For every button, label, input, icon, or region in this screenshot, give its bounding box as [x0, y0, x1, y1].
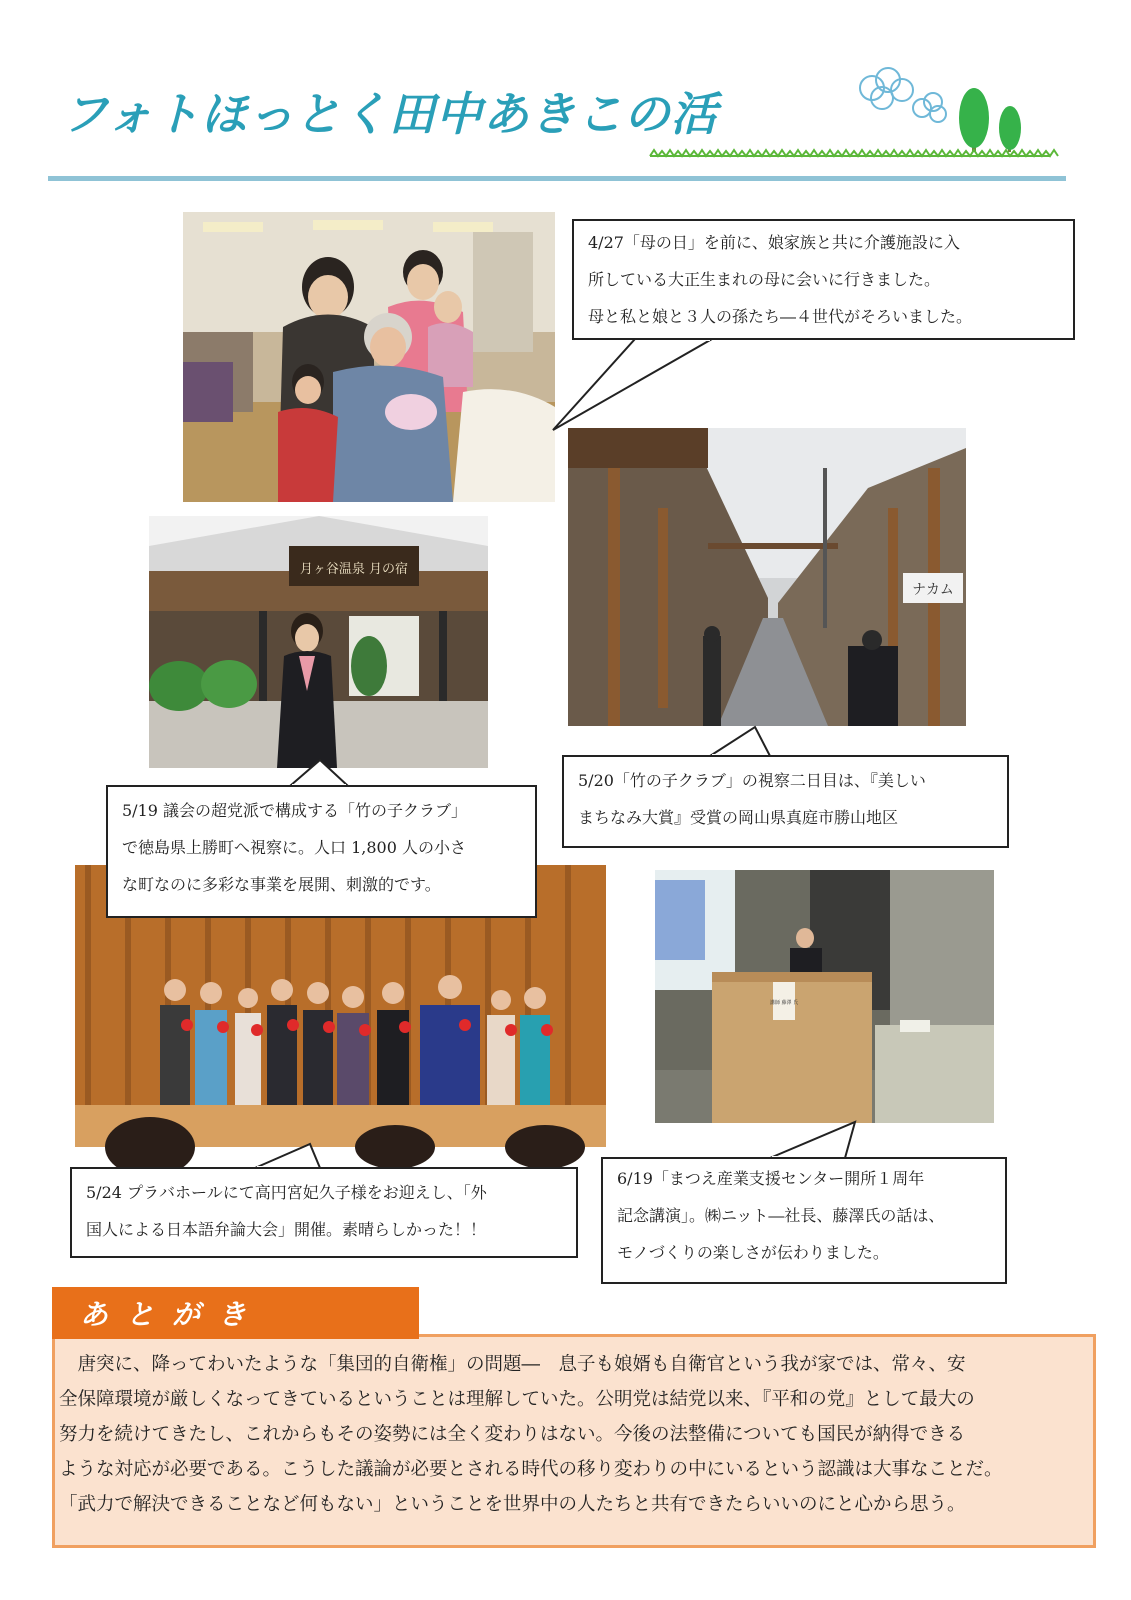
afterword-line: ような対応が必要である。こうした議論が必要とされる時代の移り変わりの中にいるという認識は大事なことだ。: [59, 1459, 1003, 1480]
caption-line: モノづくりの楽しさが伝わりました。: [617, 1242, 889, 1262]
afterword-body: [52, 1334, 1096, 1548]
photo-kamikatsu-onsen: [149, 516, 488, 768]
caption-line: 5/19 議会の超党派で構成する「竹の子クラブ」: [122, 801, 468, 820]
caption-mothers-day: [572, 219, 1075, 340]
caption-line: な町なのに多彩な事業を展開、刺激的です。: [122, 874, 441, 894]
afterword-line: 努力を続けてきたし、これからもその姿勢には全く変わりはない。今後の法整備についても国民が納得できる: [59, 1424, 966, 1445]
afterword-line: 「武力で解決できることなど何もない」ということを世界中の人たちと共有できたらいいのにと心から思う。: [59, 1494, 966, 1515]
caption-line: 6/19「まつえ産業支援センター開所１周年: [617, 1169, 925, 1188]
photo-katsuyama-street: [568, 428, 966, 726]
caption-line: 5/24 プラバホールにて高円宮妃久子様をお迎えし、「外: [86, 1183, 487, 1202]
photo-family-care-facility: [183, 212, 555, 502]
page-title: フォトほっとく田中あきこの活: [62, 87, 718, 141]
caption-line: で徳島県上勝町へ視察に。人口 1,800 人の小さ: [122, 837, 466, 857]
afterword-line: 唐突に、降ってわいたような「集団的自衛権」の問題― 息子も娘婿も自衛官という我が家では、常々、安: [59, 1354, 966, 1375]
shop-sign-text: ナカム: [912, 582, 954, 598]
caption-speech-contest: [70, 1167, 578, 1258]
caption-line: 所している大正生まれの母に会いに行きました。: [588, 269, 941, 289]
caption-katsuyama: [562, 755, 1009, 848]
header-decoration: [650, 60, 1070, 170]
tree-icon: [959, 88, 1021, 152]
grass-icon: [650, 150, 1058, 156]
caption-line: 母と私と娘と３人の孫たち―４世代がそろいました。: [588, 306, 973, 326]
podium-sign-text: 講師 藤澤 氏: [769, 1000, 799, 1006]
cloud-icon: [860, 68, 946, 122]
caption-line: 国人による日本語弁論大会」開催。素晴らしかった！！: [86, 1219, 487, 1239]
afterword-line: 全保障環境が厳しくなってきているということは理解していた。公明党は結党以来、『平和の党』として最大の: [59, 1389, 975, 1410]
photo-lecture: [655, 870, 994, 1123]
caption-line: 4/27「母の日」を前に、娘家族と共に介護施設に入: [588, 233, 960, 252]
caption-line: まちなみ大賞』受賞の岡山県真庭市勝山地区: [578, 807, 899, 827]
caption-line: 5/20「竹の子クラブ」の視察二日目は、『美しい: [578, 771, 926, 790]
title-divider: [48, 176, 1066, 181]
caption-lecture: [601, 1157, 1007, 1284]
onsen-sign-text: 月ヶ谷温泉 月の宿: [299, 562, 409, 577]
caption-line: 記念講演」。㈱ニット―社長、藤澤氏の話は、: [617, 1205, 945, 1225]
afterword-heading: あとがき: [52, 1287, 419, 1339]
caption-kamikatsu: [106, 785, 537, 918]
